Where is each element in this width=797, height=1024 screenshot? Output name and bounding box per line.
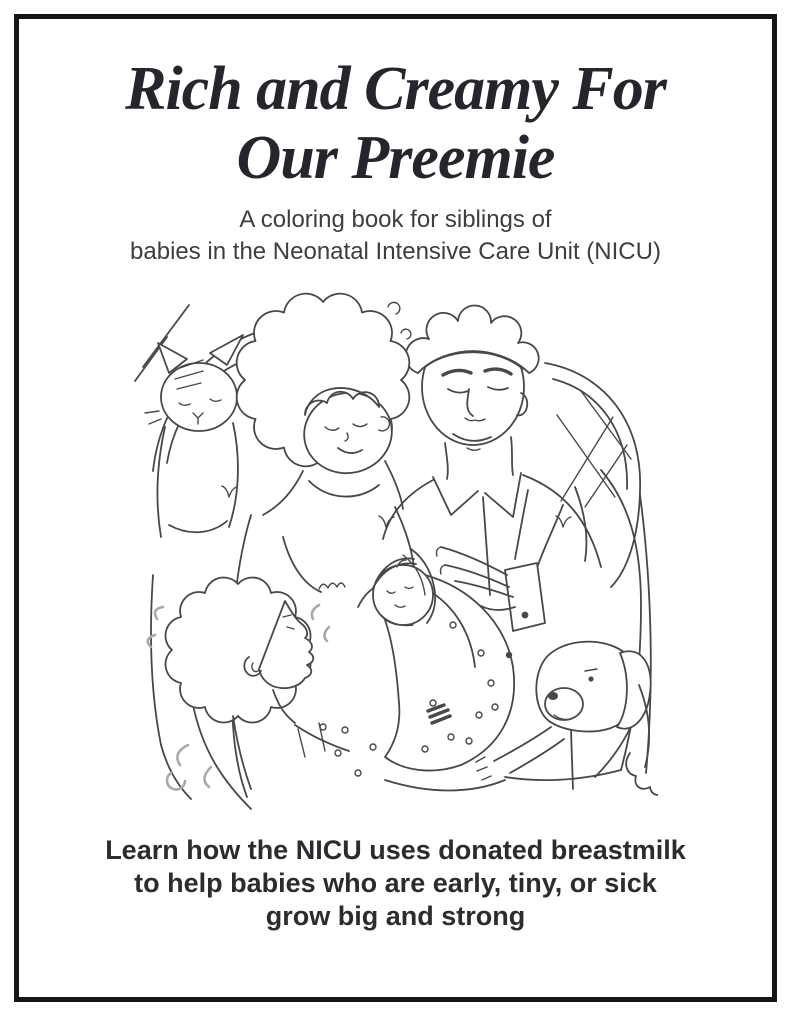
tagline-line-3: grow big and strong (265, 901, 526, 932)
baby-figure (373, 549, 514, 771)
subtitle-line-1: A coloring book for siblings of (239, 205, 552, 233)
page-title (19, 55, 772, 194)
tagline-line-1: Learn how the NICU uses donated breastmilk (105, 835, 686, 866)
subtitle-line-2: babies in the Neonatal Intensive Care Unit (NICU) (130, 237, 661, 265)
title-line-2: Our Preemie (236, 124, 555, 193)
page-content (19, 19, 772, 999)
title-line-1: Rich and Creamy For (125, 55, 666, 123)
page-tagline (19, 834, 772, 933)
family-illustration (133, 275, 658, 827)
tagline-line-2: to help babies who are early, tiny, or sick (134, 868, 657, 899)
page-subtitle (19, 204, 772, 267)
brother-figure (148, 578, 349, 790)
illustration-container (19, 275, 772, 832)
